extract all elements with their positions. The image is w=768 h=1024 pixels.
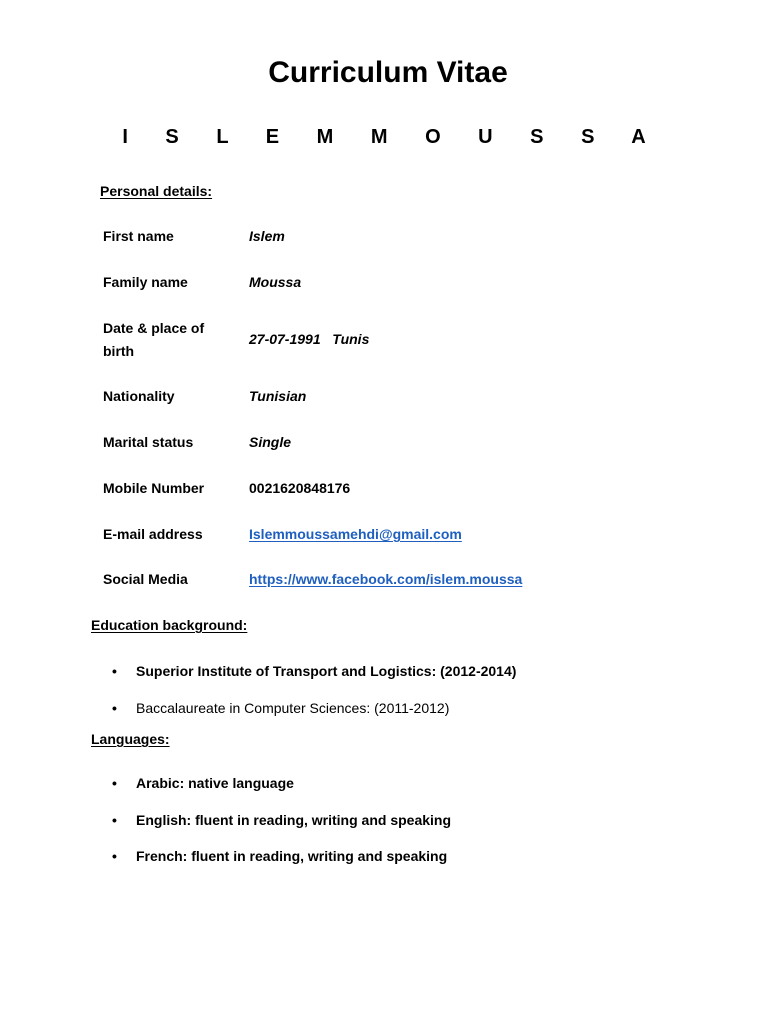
marital-status-label: Marital status [103, 434, 194, 450]
education-item-text: Superior Institute of Transport and Logistics: (2012-2014) [136, 663, 517, 679]
education-item-text: Baccalaureate in Computer Sciences: (2011-2012) [136, 700, 450, 716]
first-name-label: First name [103, 228, 174, 244]
mobile-number-value: 0021620848176 [249, 480, 351, 496]
education-item [112, 661, 516, 681]
education-heading: Education background: [91, 617, 248, 633]
nationality-value: Tunisian [249, 388, 307, 404]
marital-status-value: Single [249, 434, 292, 450]
family-name-label: Family name [103, 274, 188, 290]
language-item [112, 846, 447, 866]
language-item-text: Arabic: native language [136, 775, 294, 791]
language-item [112, 810, 451, 830]
language-item-text: French: fluent in reading, writing and speaking [136, 848, 448, 864]
language-item [112, 773, 294, 793]
language-item-text: English: fluent in reading, writing and speaking [136, 812, 452, 828]
bullet-icon: • [112, 700, 117, 716]
bullet-icon: • [112, 663, 117, 679]
email-label: E-mail address [103, 526, 203, 542]
birth-label: Date & place of birth [103, 320, 205, 359]
family-name-value: Moussa [249, 274, 302, 290]
email-link[interactable]: Islemmoussamehdi@gmail.com [249, 526, 462, 542]
social-media-label: Social Media [103, 571, 188, 587]
social-media-link[interactable]: https://www.facebook.com/islem.moussa [249, 571, 523, 587]
bullet-icon: • [112, 848, 117, 864]
cv-name: I S L E M M O U S S A [122, 126, 654, 148]
bullet-icon: • [112, 812, 117, 828]
birth-value: 27-07-1991 Tunis [249, 331, 370, 347]
first-name-value: Islem [249, 228, 285, 244]
mobile-number-label: Mobile Number [103, 480, 205, 496]
bullet-icon: • [112, 775, 117, 791]
cv-title: Curriculum Vitae [268, 56, 508, 89]
personal-details-heading: Personal details: [100, 183, 213, 199]
languages-heading: Languages: [91, 731, 170, 747]
nationality-label: Nationality [103, 388, 175, 404]
education-item [112, 698, 449, 718]
